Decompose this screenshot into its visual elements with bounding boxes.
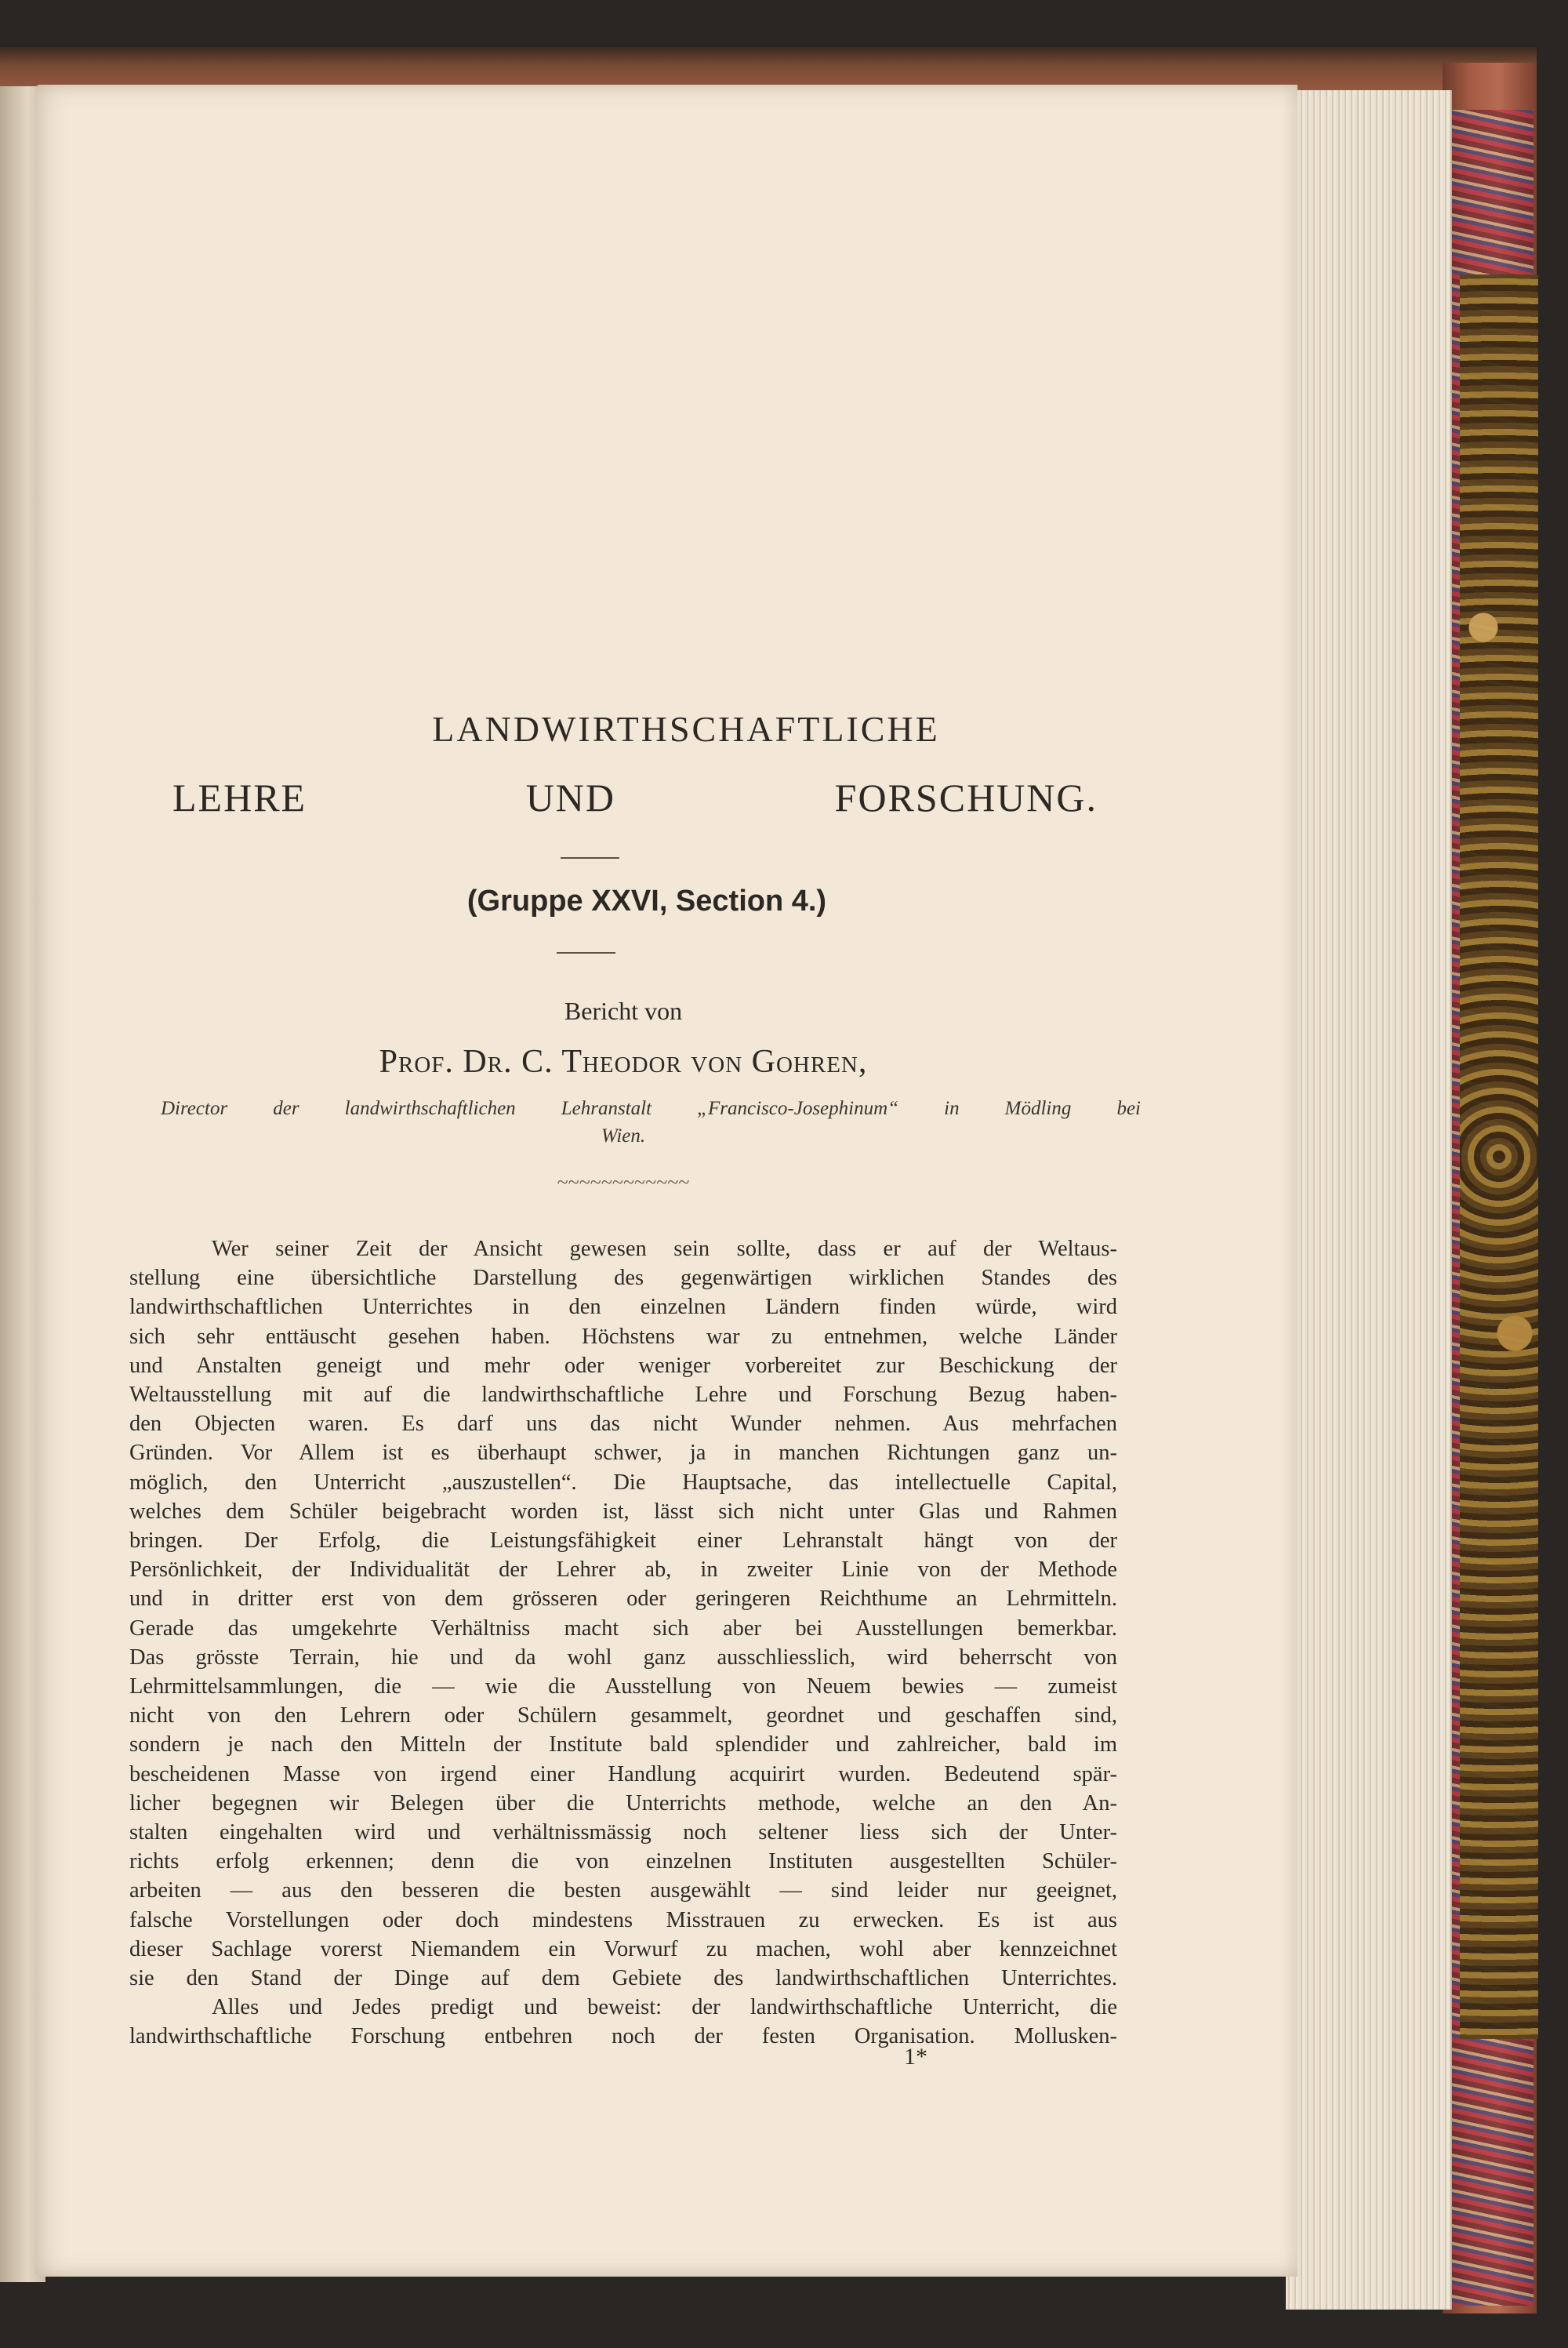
body-line: arbeiten — aus den besseren die besten ausgewählt — sind leider nur geeignet, xyxy=(129,1878,1117,1903)
body-line: bescheidenen Masse von irgend einer Handlung acquirirt wurden. Bedeutend spär- xyxy=(129,1761,1117,1786)
body-line: Wer seiner Zeit der Ansicht gewesen sein sollte, dass er auf der Weltaus- xyxy=(212,1237,1117,1261)
body-line: welches dem Schüler beigebracht worden ist, lässt sich nicht unter Glas und Rahmen xyxy=(129,1499,1117,1524)
body-line: dieser Sachlage vorerst Niemandem ein Vorwurf zu machen, wohl aber kennzeichnet xyxy=(129,1936,1117,1961)
body-line: Alles und Jedes predigt und beweist: der landwirthschaftliche Unterricht, die xyxy=(212,1995,1117,2020)
body-line: möglich, den Unterricht „auszustellen“. Die Hauptsache, das intellectuelle Capital, xyxy=(129,1470,1117,1495)
ornamental-divider: ~~~~~~~~~~~~ xyxy=(557,1171,690,1194)
title-line-2: LEHRE UND FORSCHUNG. xyxy=(172,776,1098,820)
body-text xyxy=(129,1234,1117,2052)
divider-rule xyxy=(561,857,619,859)
author-name: Prof. Dr. C. Theodor von Gohren, xyxy=(379,1044,868,1080)
body-line: Gründen. Vor Allem ist es überhaupt schwer, ja in manchen Richtungen ganz un- xyxy=(129,1441,1117,1466)
author-affiliation: Director der landwirthschaftlichen Lehranstalt „Francisco-Josephinum“ in Mödling bei xyxy=(161,1098,1141,1119)
author-affiliation-cont: Wien. xyxy=(601,1125,646,1147)
body-line: sondern je nach den Mitteln der Institute bald splendider und zahlreicher, bald im xyxy=(129,1732,1117,1757)
marbled-endpaper xyxy=(1460,274,1538,2039)
body-line: landwirthschaftliche Forschung entbehren noch der festen Organisation. Mollusken- xyxy=(129,2024,1117,2049)
body-line: Lehrmittelsammlungen, die — wie die Ausstellung von Neuem bewies — zumeist xyxy=(129,1674,1117,1699)
body-line: licher begegnen wir Belegen über die Unterrichts methode, welche an den An- xyxy=(129,1790,1117,1816)
title-line-1: LANDWIRTHSCHAFTLICHE xyxy=(432,709,940,749)
body-line: bringen. Der Erfolg, die Leistungsfähigkeit einer Lehranstalt hängt von der xyxy=(129,1528,1117,1554)
divider-rule xyxy=(557,952,615,954)
page-stack-edge xyxy=(1286,90,1452,2310)
section-label: (Gruppe XXVI, Section 4.) xyxy=(466,885,827,918)
body-line: richts erfolg erkennen; denn die von einzelnen Instituten ausgestellten Schüler- xyxy=(129,1849,1117,1874)
book-page xyxy=(35,85,1298,2277)
body-line: Gerade das umgekehrte Verhältniss macht sich aber bei Ausstellungen bemerkbar. xyxy=(129,1616,1117,1641)
report-by: Bericht von xyxy=(564,997,683,1025)
body-line: stellung eine übersichtliche Darstellung des gegenwärtigen wirklichen Standes des xyxy=(129,1266,1117,1291)
body-line: und Anstalten geneigt und mehr oder weniger vorbereitet zur Beschickung der xyxy=(129,1353,1117,1378)
body-line: stalten eingehalten wird und verhältnissmässig noch seltener liess sich der Unter- xyxy=(129,1820,1117,1845)
body-line: sich sehr enttäuscht gesehen haben. Höchstens war zu entnehmen, welche Länder xyxy=(129,1324,1117,1349)
body-line: den Objecten waren. Es darf uns das nicht Wunder nehmen. Aus mehrfachen xyxy=(129,1412,1117,1437)
body-line: Das grösste Terrain, hie und da wohl ganz ausschliesslich, wird beherrscht von xyxy=(129,1645,1117,1670)
body-line: nicht von den Lehrern oder Schülern gesammelt, geordnet und geschaffen sind, xyxy=(129,1703,1117,1728)
body-line: sie den Stand der Dinge auf dem Gebiete des landwirthschaftlichen Unterrichtes. xyxy=(129,1966,1117,1991)
body-line: und in dritter erst von dem grösseren oder geringeren Reichthume an Lehrmitteln. xyxy=(129,1587,1117,1612)
body-line: Persönlichkeit, der Individualität der Lehrer ab, in zweiter Linie von der Methode xyxy=(129,1557,1117,1583)
body-line: landwirthschaftlichen Unterrichtes in den einzelnen Ländern finden würde, wird xyxy=(129,1295,1117,1320)
body-line: Weltausstellung mit auf die landwirthschaftliche Lehre und Forschung Bezug haben- xyxy=(129,1383,1117,1408)
page-folio: 1* xyxy=(904,2044,927,2070)
body-line: falsche Vorstellungen oder doch mindestens Misstrauen zu erwecken. Es ist aus xyxy=(129,1907,1117,1932)
